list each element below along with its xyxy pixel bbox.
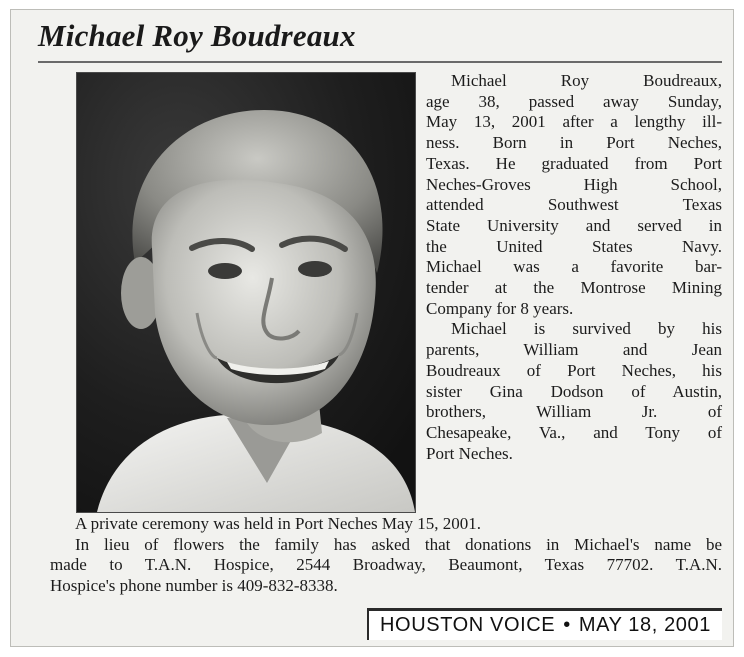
text-line: In lieu of flowers the family has asked that donations in Michael's name be [75, 534, 722, 554]
text-line: sister Gina Dodson of Austin, [426, 381, 722, 401]
text-line: made to T.A.N. Hospice, 2544 Broadway, Beaumont, Texas 77702. T.A.N. [50, 555, 722, 575]
headline-rule [38, 61, 722, 63]
text-line: Neches-Groves High School, [426, 174, 722, 194]
portrait-photo [76, 72, 416, 513]
text-line: Michael was a favorite bar- [426, 257, 722, 277]
text-line: brothers, William Jr. of [426, 402, 722, 422]
text-line: ness. Born in Port Neches, [426, 133, 722, 153]
text-line: Chesapeake, Va., and Tony of [426, 422, 722, 442]
text-line: age 38, passed away Sunday, [426, 91, 722, 111]
publication-credit [367, 608, 722, 640]
publication-name: HOUSTON VOICE [380, 614, 556, 636]
bullet-separator: • [563, 614, 571, 636]
text-line: attended Southwest Texas [426, 195, 722, 215]
text-line: May 13, 2001 after a lengthy ill- [426, 112, 722, 132]
obituary-column-text [426, 71, 722, 464]
text-line: Hospice's phone number is 409-832-8338. [50, 576, 338, 596]
text-line: State University and served in [426, 215, 722, 235]
text-line: Company for 8 years. [426, 298, 574, 318]
text-line: Michael is survived by his [451, 319, 722, 339]
text-line: A private ceremony was held in Port Neches May 15, 2001. [75, 514, 482, 533]
text-line: tender at the Montrose Mining [426, 278, 722, 298]
text-line: parents, William and Jean [426, 340, 722, 360]
publication-date: MAY 18, 2001 [578, 614, 711, 636]
text-line: Port Neches. [426, 443, 513, 463]
text-line: the United States Navy. [426, 236, 722, 256]
text-line: Texas. He graduated from Port [426, 153, 722, 173]
text-line: Boudreaux of Port Neches, his [426, 360, 722, 380]
obituary-headline: Michael Roy Boudreaux [38, 18, 356, 53]
text-line: Michael Roy Boudreaux, [451, 71, 722, 90]
obituary-closing-text [50, 514, 722, 597]
